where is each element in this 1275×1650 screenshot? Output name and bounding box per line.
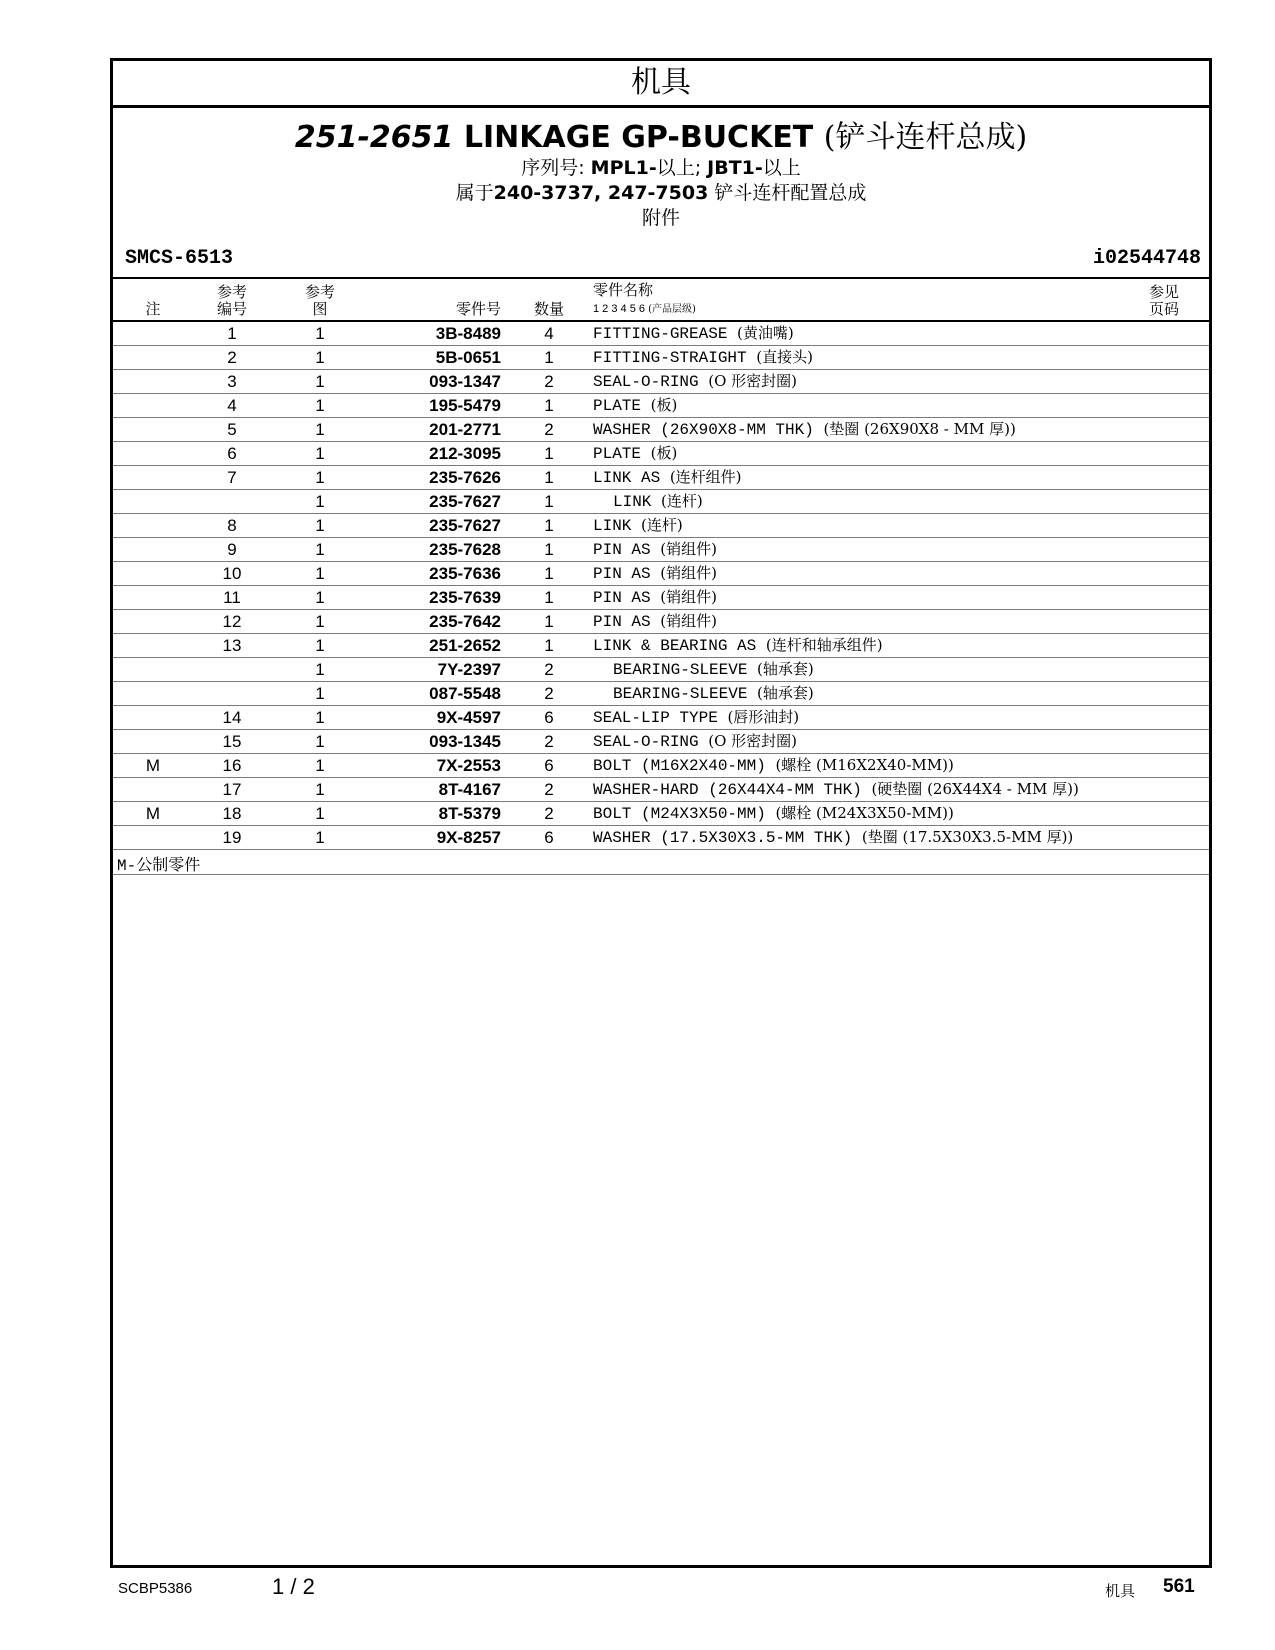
- row-ref-number: 18: [193, 802, 271, 826]
- illustration-id: i02544748: [1092, 247, 1201, 270]
- row-description-cn: (黄油嘴): [737, 324, 794, 342]
- row-ref-figure: 1: [271, 778, 369, 802]
- page-footer: [0, 1572, 1275, 1612]
- section-title: 机具: [113, 61, 1209, 108]
- row-ref-number: [193, 682, 271, 706]
- footnote-code: M-: [117, 857, 137, 875]
- serial-label: 序列号:: [521, 157, 585, 179]
- row-see-page: [1119, 754, 1209, 778]
- header-see-page: [1119, 279, 1209, 321]
- row-part-number: 9X-4597: [369, 706, 509, 730]
- group-part-number: 251-2651: [294, 120, 454, 155]
- row-quantity: 6: [509, 706, 589, 730]
- row-description-cn: (连杆): [641, 516, 683, 534]
- row-quantity: 1: [509, 538, 589, 562]
- row-see-page: [1119, 394, 1209, 418]
- row-description-en: FITTING-STRAIGHT: [593, 349, 747, 367]
- row-quantity: 1: [509, 514, 589, 538]
- row-ref-number: 11: [193, 586, 271, 610]
- row-description-en: LINK AS: [593, 469, 661, 487]
- row-ref-figure: 1: [271, 538, 369, 562]
- header-qty: 数量: [509, 279, 589, 321]
- header-levels-note: (产品层级): [648, 304, 696, 315]
- row-note: [113, 586, 193, 610]
- table-row: [113, 442, 1209, 466]
- row-description-en: FITTING-GREASE: [593, 325, 728, 343]
- row-description-cn: (连杆): [661, 492, 703, 510]
- row-see-page: [1119, 418, 1209, 442]
- row-description-en: PIN AS: [593, 589, 651, 607]
- table-row: [113, 586, 1209, 610]
- row-ref-number: 4: [193, 394, 271, 418]
- row-see-page: [1119, 682, 1209, 706]
- table-row: [113, 466, 1209, 490]
- row-see-page: [1119, 321, 1209, 346]
- row-note: [113, 442, 193, 466]
- row-description-cn: (O 形密封圈): [708, 372, 798, 390]
- row-part-number: 235-7627: [369, 514, 509, 538]
- row-part-number: 093-1345: [369, 730, 509, 754]
- row-part-number: 235-7639: [369, 586, 509, 610]
- row-description-cn: (螺栓 (M24X3X50-MM)): [775, 804, 954, 822]
- smcs-row: [113, 241, 1209, 279]
- serial-line: [113, 156, 1209, 181]
- row-note: M: [113, 754, 193, 778]
- attachment-label: 附件: [641, 207, 680, 229]
- row-description: [589, 802, 1119, 826]
- row-ref-number: 13: [193, 634, 271, 658]
- row-description-cn: (唇形油封): [727, 708, 800, 726]
- row-ref-number: [193, 658, 271, 682]
- row-description-en: LINK: [613, 493, 652, 511]
- header-note: 注: [113, 279, 193, 321]
- row-quantity: 1: [509, 346, 589, 370]
- row-part-number: 195-5479: [369, 394, 509, 418]
- table-row: [113, 826, 1209, 850]
- row-part-number: 5B-0651: [369, 346, 509, 370]
- belongs-prefix: 属于: [455, 182, 494, 204]
- header-ref-fig-line1: 参考: [304, 283, 335, 301]
- row-ref-figure: 1: [271, 706, 369, 730]
- row-see-page: [1119, 778, 1209, 802]
- row-note: [113, 346, 193, 370]
- row-quantity: 1: [509, 490, 589, 514]
- table-row: [113, 538, 1209, 562]
- serial-suffix-1: 以上;: [656, 157, 702, 179]
- row-description-cn: (销组件): [660, 588, 717, 606]
- row-quantity: 1: [509, 610, 589, 634]
- row-see-page: [1119, 586, 1209, 610]
- smcs-code: SMCS-6513: [125, 247, 234, 270]
- table-row: [113, 610, 1209, 634]
- table-row: [113, 346, 1209, 370]
- row-ref-number: 7: [193, 466, 271, 490]
- row-see-page: [1119, 706, 1209, 730]
- row-description-en: WASHER (17.5X30X3.5-MM THK): [593, 829, 853, 847]
- row-note: [113, 418, 193, 442]
- row-ref-figure: 1: [271, 730, 369, 754]
- row-description-cn: (O 形密封圈): [708, 732, 798, 750]
- row-ref-number: 19: [193, 826, 271, 850]
- row-part-number: 087-5548: [369, 682, 509, 706]
- row-description: [589, 706, 1119, 730]
- row-see-page: [1119, 730, 1209, 754]
- row-ref-number: 17: [193, 778, 271, 802]
- header-desc-label: 零件名称: [593, 281, 654, 299]
- header-ref-no-line2: 编号: [216, 300, 247, 318]
- row-see-page: [1119, 466, 1209, 490]
- row-part-number: 3B-8489: [369, 321, 509, 346]
- row-note: [113, 730, 193, 754]
- row-description-cn: (连杆组件): [669, 468, 742, 486]
- row-ref-figure: 1: [271, 466, 369, 490]
- row-note: [113, 610, 193, 634]
- table-row: [113, 706, 1209, 730]
- header-part-no: 零件号: [369, 279, 509, 321]
- row-see-page: [1119, 490, 1209, 514]
- page-frame: [110, 58, 1212, 1568]
- metric-footnote: [113, 850, 1209, 875]
- row-quantity: 1: [509, 634, 589, 658]
- row-see-page: [1119, 658, 1209, 682]
- row-ref-figure: 1: [271, 682, 369, 706]
- row-quantity: 6: [509, 754, 589, 778]
- row-part-number: 235-7628: [369, 538, 509, 562]
- row-description: [589, 514, 1119, 538]
- header-see-page-line1: 参见: [1148, 283, 1179, 301]
- row-description-en: PIN AS: [593, 565, 651, 583]
- table-row: [113, 754, 1209, 778]
- row-note: [113, 514, 193, 538]
- row-see-page: [1119, 802, 1209, 826]
- row-description: [589, 370, 1119, 394]
- page-of: 1 / 2: [272, 1574, 315, 1599]
- row-note: [113, 562, 193, 586]
- row-note: [113, 538, 193, 562]
- row-description: [589, 346, 1119, 370]
- row-description-en: PLATE: [593, 397, 642, 415]
- row-ref-figure: 1: [271, 514, 369, 538]
- row-description-en: BOLT (M16X2X40-MM): [593, 757, 766, 775]
- serial-prefix-2: JBT1-: [707, 157, 763, 179]
- row-see-page: [1119, 346, 1209, 370]
- row-quantity: 2: [509, 802, 589, 826]
- header-desc: [589, 279, 1119, 321]
- table-row: [113, 778, 1209, 802]
- belongs-parts: 240-3737, 247-7503: [493, 182, 709, 204]
- row-description: [589, 826, 1119, 850]
- table-row: [113, 682, 1209, 706]
- row-description: [589, 610, 1119, 634]
- row-quantity: 2: [509, 418, 589, 442]
- row-quantity: 1: [509, 442, 589, 466]
- row-ref-figure: 1: [271, 490, 369, 514]
- footnote-text: 公制零件: [136, 855, 201, 874]
- table-row: [113, 658, 1209, 682]
- row-ref-figure: 1: [271, 346, 369, 370]
- row-description: [589, 586, 1119, 610]
- row-part-number: 201-2771: [369, 418, 509, 442]
- header-see-page-line2: 页码: [1148, 300, 1179, 318]
- row-description-cn: (硬垫圈 (26X44X4 - MM 厚)): [871, 780, 1079, 798]
- row-quantity: 2: [509, 778, 589, 802]
- row-ref-figure: 1: [271, 418, 369, 442]
- row-ref-figure: 1: [271, 394, 369, 418]
- row-see-page: [1119, 634, 1209, 658]
- row-description-cn: (销组件): [660, 540, 717, 558]
- row-description: [589, 538, 1119, 562]
- row-part-number: 235-7642: [369, 610, 509, 634]
- row-quantity: 2: [509, 370, 589, 394]
- table-row: [113, 730, 1209, 754]
- row-ref-figure: 1: [271, 826, 369, 850]
- row-description-en: LINK & BEARING AS: [593, 637, 757, 655]
- row-description: [589, 658, 1119, 682]
- row-description: [589, 394, 1119, 418]
- row-see-page: [1119, 370, 1209, 394]
- row-description-cn: (板): [650, 396, 678, 414]
- row-quantity: 1: [509, 466, 589, 490]
- row-note: [113, 490, 193, 514]
- row-description: [589, 418, 1119, 442]
- row-note: [113, 778, 193, 802]
- row-description: [589, 490, 1119, 514]
- header-levels-nums: 1 2 3 4 5 6: [593, 303, 645, 315]
- row-see-page: [1119, 514, 1209, 538]
- row-ref-number: 2: [193, 346, 271, 370]
- row-ref-number: 3: [193, 370, 271, 394]
- row-description-cn: (销组件): [660, 612, 717, 630]
- row-part-number: 235-7626: [369, 466, 509, 490]
- row-note: [113, 826, 193, 850]
- group-name: LINKAGE GP-BUCKET: [463, 120, 814, 155]
- parts-table: [113, 279, 1209, 850]
- footer-section: 机具: [1105, 1582, 1136, 1600]
- row-description: [589, 634, 1119, 658]
- group-heading: [113, 120, 1209, 231]
- group-title: [113, 120, 1209, 156]
- row-quantity: 1: [509, 562, 589, 586]
- row-part-number: 212-3095: [369, 442, 509, 466]
- row-ref-figure: 1: [271, 586, 369, 610]
- row-note: [113, 321, 193, 346]
- belongs-line: [113, 181, 1209, 206]
- row-quantity: 4: [509, 321, 589, 346]
- group-name-cn: (铲斗连杆总成): [823, 120, 1028, 155]
- header-levels: [593, 303, 696, 315]
- row-description: [589, 442, 1119, 466]
- row-part-number: 7Y-2397: [369, 658, 509, 682]
- table-row: [113, 321, 1209, 346]
- row-ref-number: 9: [193, 538, 271, 562]
- row-description-en: BEARING-SLEEVE: [613, 685, 748, 703]
- row-ref-number: 12: [193, 610, 271, 634]
- row-note: M: [113, 802, 193, 826]
- row-description: [589, 754, 1119, 778]
- row-description-en: WASHER (26X90X8-MM THK): [593, 421, 814, 439]
- row-see-page: [1119, 826, 1209, 850]
- row-description-cn: (直接头): [756, 348, 813, 366]
- row-ref-figure: 1: [271, 802, 369, 826]
- row-description-en: PIN AS: [593, 613, 651, 631]
- row-part-number: 235-7627: [369, 490, 509, 514]
- row-description-en: BOLT (M24X3X50-MM): [593, 805, 766, 823]
- row-quantity: 2: [509, 730, 589, 754]
- row-description-en: SEAL-LIP TYPE: [593, 709, 718, 727]
- row-description-en: LINK: [593, 517, 632, 535]
- row-description-en: BEARING-SLEEVE: [613, 661, 748, 679]
- row-ref-figure: 1: [271, 562, 369, 586]
- table-row: [113, 490, 1209, 514]
- belongs-suffix: 铲斗连杆配置总成: [714, 182, 867, 204]
- header-ref-no: [193, 279, 271, 321]
- row-quantity: 6: [509, 826, 589, 850]
- row-description-cn: (垫圈 (17.5X30X3.5-MM 厚)): [861, 828, 1074, 846]
- row-description: [589, 562, 1119, 586]
- row-ref-figure: 1: [271, 658, 369, 682]
- row-quantity: 1: [509, 394, 589, 418]
- row-part-number: 093-1347: [369, 370, 509, 394]
- doc-id: SCBP5386: [118, 1580, 193, 1597]
- row-description: [589, 682, 1119, 706]
- row-ref-number: 16: [193, 754, 271, 778]
- row-ref-number: 8: [193, 514, 271, 538]
- table-row: [113, 418, 1209, 442]
- row-description-en: WASHER-HARD (26X44X4-MM THK): [593, 781, 862, 799]
- row-part-number: 251-2652: [369, 634, 509, 658]
- row-description: [589, 466, 1119, 490]
- row-description: [589, 321, 1119, 346]
- row-description-en: PIN AS: [593, 541, 651, 559]
- row-ref-number: 10: [193, 562, 271, 586]
- row-description-cn: (销组件): [660, 564, 717, 582]
- serial-suffix-2: 以上: [762, 157, 801, 179]
- row-quantity: 2: [509, 682, 589, 706]
- row-ref-number: 1: [193, 321, 271, 346]
- row-note: [113, 634, 193, 658]
- row-part-number: 8T-4167: [369, 778, 509, 802]
- row-description-cn: (螺栓 (M16X2X40-MM)): [775, 756, 954, 774]
- table-row: [113, 394, 1209, 418]
- row-note: [113, 658, 193, 682]
- row-note: [113, 706, 193, 730]
- row-description-en: SEAL-O-RING: [593, 373, 699, 391]
- table-row: [113, 634, 1209, 658]
- row-description-cn: (连杆和轴承组件): [765, 636, 883, 654]
- row-note: [113, 370, 193, 394]
- row-ref-number: 6: [193, 442, 271, 466]
- row-ref-figure: 1: [271, 321, 369, 346]
- table-row: [113, 370, 1209, 394]
- header-ref-fig-line2: 图: [312, 300, 328, 318]
- header-ref-no-line1: 参考: [216, 283, 247, 301]
- row-ref-figure: 1: [271, 610, 369, 634]
- table-row: [113, 514, 1209, 538]
- row-description-en: SEAL-O-RING: [593, 733, 699, 751]
- row-quantity: 1: [509, 586, 589, 610]
- row-description-cn: (轴承套): [757, 660, 814, 678]
- row-ref-number: 5: [193, 418, 271, 442]
- row-part-number: 8T-5379: [369, 802, 509, 826]
- row-note: [113, 466, 193, 490]
- row-description: [589, 778, 1119, 802]
- row-note: [113, 394, 193, 418]
- row-description-cn: (垫圈 (26X90X8 - MM 厚)): [823, 420, 1016, 438]
- row-ref-figure: 1: [271, 442, 369, 466]
- row-ref-figure: 1: [271, 634, 369, 658]
- row-description-cn: (板): [650, 444, 678, 462]
- page-number: 561: [1163, 1576, 1195, 1597]
- row-see-page: [1119, 610, 1209, 634]
- row-ref-figure: 1: [271, 754, 369, 778]
- row-part-number: 9X-8257: [369, 826, 509, 850]
- row-quantity: 2: [509, 658, 589, 682]
- row-ref-number: 14: [193, 706, 271, 730]
- row-ref-number: 15: [193, 730, 271, 754]
- row-description: [589, 730, 1119, 754]
- row-ref-number: [193, 490, 271, 514]
- row-part-number: 235-7636: [369, 562, 509, 586]
- table-row: [113, 802, 1209, 826]
- row-ref-figure: 1: [271, 370, 369, 394]
- row-see-page: [1119, 562, 1209, 586]
- serial-prefix-1: MPL1-: [590, 157, 657, 179]
- row-see-page: [1119, 442, 1209, 466]
- row-part-number: 7X-2553: [369, 754, 509, 778]
- row-description-cn: (轴承套): [757, 684, 814, 702]
- table-row: [113, 562, 1209, 586]
- row-description-en: PLATE: [593, 445, 642, 463]
- header-ref-fig: [271, 279, 369, 321]
- row-see-page: [1119, 538, 1209, 562]
- table-header: [113, 279, 1209, 321]
- row-note: [113, 682, 193, 706]
